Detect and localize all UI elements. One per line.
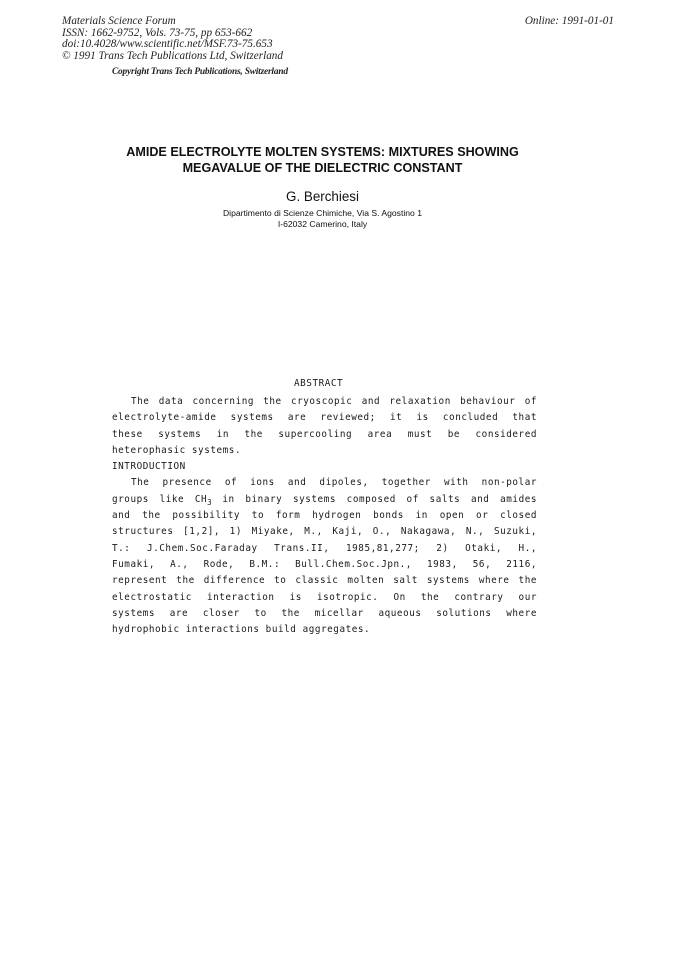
affiliation-line-1: Dipartimento di Scienze Chimiche, Via S. Agostino 1 xyxy=(222,208,423,218)
journal-metadata xyxy=(62,16,283,62)
affiliation-line-2: I-62032 Camerino, Italy xyxy=(277,218,368,229)
author-affiliation xyxy=(0,208,645,229)
introduction-heading: INTRODUCTION xyxy=(112,461,186,473)
abstract-line: heterophasic systems. xyxy=(112,444,242,456)
intro-line: T.: J.Chem.Soc.Faraday Trans.II, 1985,81,277; 2) Otaki, H., xyxy=(112,542,537,554)
intro-line: electrostatic interaction is isotropic. On the contrary our xyxy=(112,591,537,603)
title-line-1: AMIDE ELECTROLYTE MOLTEN SYSTEMS: MIXTURES SHOWING xyxy=(126,145,519,159)
body-text xyxy=(112,394,537,638)
intro-line-with-subscript xyxy=(112,492,537,508)
doi-line: doi:10.4028/www.scientific.net/MSF.73-75.653 xyxy=(62,38,273,50)
publisher-line: © 1991 Trans Tech Publications Ltd, Switzerland xyxy=(62,49,283,62)
abstract-line: electrolyte-amide systems are reviewed; it is concluded that xyxy=(112,412,537,424)
journal-name: Materials Science Forum xyxy=(62,15,176,27)
intro-line: The presence of ions and dipoles, together with non-polar xyxy=(131,477,537,489)
title-line-2: MEGAVALUE OF THE DIELECTRIC CONSTANT xyxy=(182,160,463,175)
issn-line: ISSN: 1662-9752, Vols. 73-75, pp 653-662 xyxy=(62,26,253,39)
subscript-3: 3 xyxy=(207,497,212,507)
intro-line-part: in binary systems composed of salts and amides xyxy=(211,493,538,505)
intro-line: hydrophobic interactions build aggregates. xyxy=(112,624,371,636)
intro-line-part: groups like CH xyxy=(112,493,208,505)
abstract-heading: ABSTRACT xyxy=(294,378,344,389)
intro-line: systems are closer to the micellar aqueous solutions where xyxy=(112,607,537,619)
intro-line: and the possibility to form hydrogen bonds in open or closed xyxy=(112,510,537,522)
author-name: G. Berchiesi xyxy=(286,189,359,204)
intro-line: Fumaki, A., Rode, B.M.: Bull.Chem.Soc.Jpn., 1983, 56, 2116, xyxy=(112,558,537,570)
intro-line: structures [1,2], 1) Miyake, M., Kaji, O., Nakagawa, N., Suzuki, xyxy=(112,526,537,538)
intro-line: represent the difference to classic molten salt systems where the xyxy=(112,575,537,587)
online-date-text: Online: 1991-01-01 xyxy=(524,15,614,27)
abstract-line: these systems in the supercooling area must be considered xyxy=(112,428,537,440)
copyright-stamp: Copyright Trans Tech Publications, Switzerland xyxy=(112,67,288,77)
paper-title xyxy=(0,145,645,177)
online-date xyxy=(525,16,614,28)
abstract-line: The data concerning the cryoscopic and relaxation behaviour of xyxy=(131,396,537,407)
